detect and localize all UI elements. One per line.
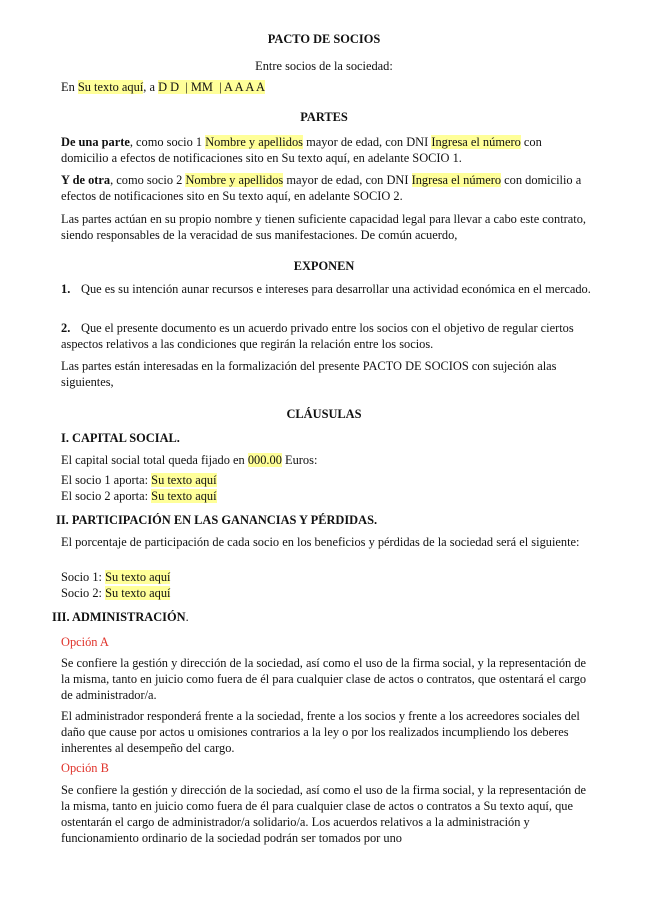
socio-1-contribution-field[interactable]: Su texto aquí (151, 473, 217, 487)
clause-1-heading: I. CAPITAL SOCIAL. (61, 431, 180, 445)
subtitle: Entre socios de la sociedad: (255, 59, 393, 73)
option-a-paragraph-1: Se confiere la gestión y dirección de la sociedad, así como el uso de la firma social, y la representación de la misma, tanto en juicio como fuera de él para cualquier clase de actos o contratos, que ostentará el cargo de administrador/a. (61, 656, 587, 702)
option-b-paragraph-1: Se confiere la gestión y dirección de la sociedad, así como el uso de la firma social, y la representación de la misma, tanto en juicio como fuera de él para cualquier clase de actos o contratos a Su texto aquí, que ostentarán el cargo de administrador/a solidario/a. Los acuerdos relativos a la administración y funcionamiento ordinario de la sociedad podrán ser tomados por uno (61, 783, 587, 845)
place-date-line: En Su texto aquí, a D D | MM | A A A A (61, 80, 265, 94)
place-field[interactable]: Su texto aquí (77, 80, 144, 94)
option-a-label: Opción A (61, 635, 109, 649)
capital-amount-field[interactable]: 000.00 (247, 453, 282, 467)
socio-1-participation: Socio 1: Su texto aquí (61, 570, 171, 584)
participation-paragraph: El porcentaje de participación de cada socio en los beneficios y pérdidas de la sociedad será el siguiente: (61, 535, 580, 549)
section-heading-partes: PARTES (300, 110, 348, 124)
capital-amount-line: El capital social total queda fijado en 000.00 Euros: (61, 453, 318, 467)
section-heading-clausulas: CLÁUSULAS (286, 407, 362, 421)
socio-1-participation-field[interactable]: Su texto aquí (105, 570, 171, 584)
socio-2-contribution: El socio 2 aporta: Su texto aquí (61, 489, 217, 503)
exponen-item-2: 2. Que el presente documento es un acuerdo privado entre los socios con el objetivo de regular ciertos aspectos relativos a las condiciones que regirán la relación entre los socios. (61, 321, 574, 351)
option-a-paragraph-2: El administrador responderá frente a la sociedad, frente a los socios y frente a los acreedores sociales del daño que cause por actos u omisiones contrarios a la ley o por los realizados incumpliendo los deberes inherentes al desempeño del cargo. (61, 709, 580, 755)
exponen-item-1: 1. Que es su intención aunar recursos e intereses para desarrollar una actividad económica en el mercado. (61, 282, 591, 296)
date-field[interactable]: D D | MM | A A A A (158, 80, 265, 94)
socio-2-participation: Socio 2: Su texto aquí (61, 586, 171, 600)
section-heading-exponen: EXPONEN (293, 259, 355, 273)
clause-2-heading: II. PARTICIPACIÓN EN LAS GANANCIAS Y PÉRDIDAS. (56, 513, 378, 527)
party-2-paragraph: Y de otra, como socio 2 Nombre y apellidos mayor de edad, con DNI Ingresa el número con domicilio a efectos de notificaciones sito en Su texto aquí, en adelante SOCIO 2. (61, 173, 582, 203)
party-1-dni-field[interactable]: Ingresa el número (431, 135, 521, 149)
party-1-name-field[interactable]: Nombre y apellidos (205, 135, 303, 149)
exponen-closing-paragraph: Las partes están interesadas en la formalización del presente PACTO DE SOCIOS con sujeción alas siguientes, (61, 359, 557, 389)
option-b-label: Opción B (61, 761, 109, 775)
socio-1-contribution: El socio 1 aporta: Su texto aquí (61, 473, 217, 487)
party-2-dni-field[interactable]: Ingresa el número (411, 173, 502, 187)
parties-capacity-paragraph: Las partes actúan en su propio nombre y tienen suficiente capacidad legal para llevar a cabo este contrato, siendo responsables de la veracidad de sus manifestaciones. De común acuerdo, (61, 212, 586, 242)
party-2-name-field[interactable]: Nombre y apellidos (185, 173, 284, 187)
party-1-paragraph: De una parte, como socio 1 Nombre y apellidos mayor de edad, con DNI Ingresa el número con domicilio a efectos de notificaciones sito en Su texto aquí, en adelante SOCIO 1. (61, 135, 542, 165)
document-title: PACTO DE SOCIOS (267, 32, 381, 46)
socio-2-contribution-field[interactable]: Su texto aquí (151, 489, 217, 503)
socio-2-participation-field[interactable]: Su texto aquí (105, 586, 171, 600)
clause-3-heading: III. ADMINISTRACIÓN. (52, 610, 189, 624)
